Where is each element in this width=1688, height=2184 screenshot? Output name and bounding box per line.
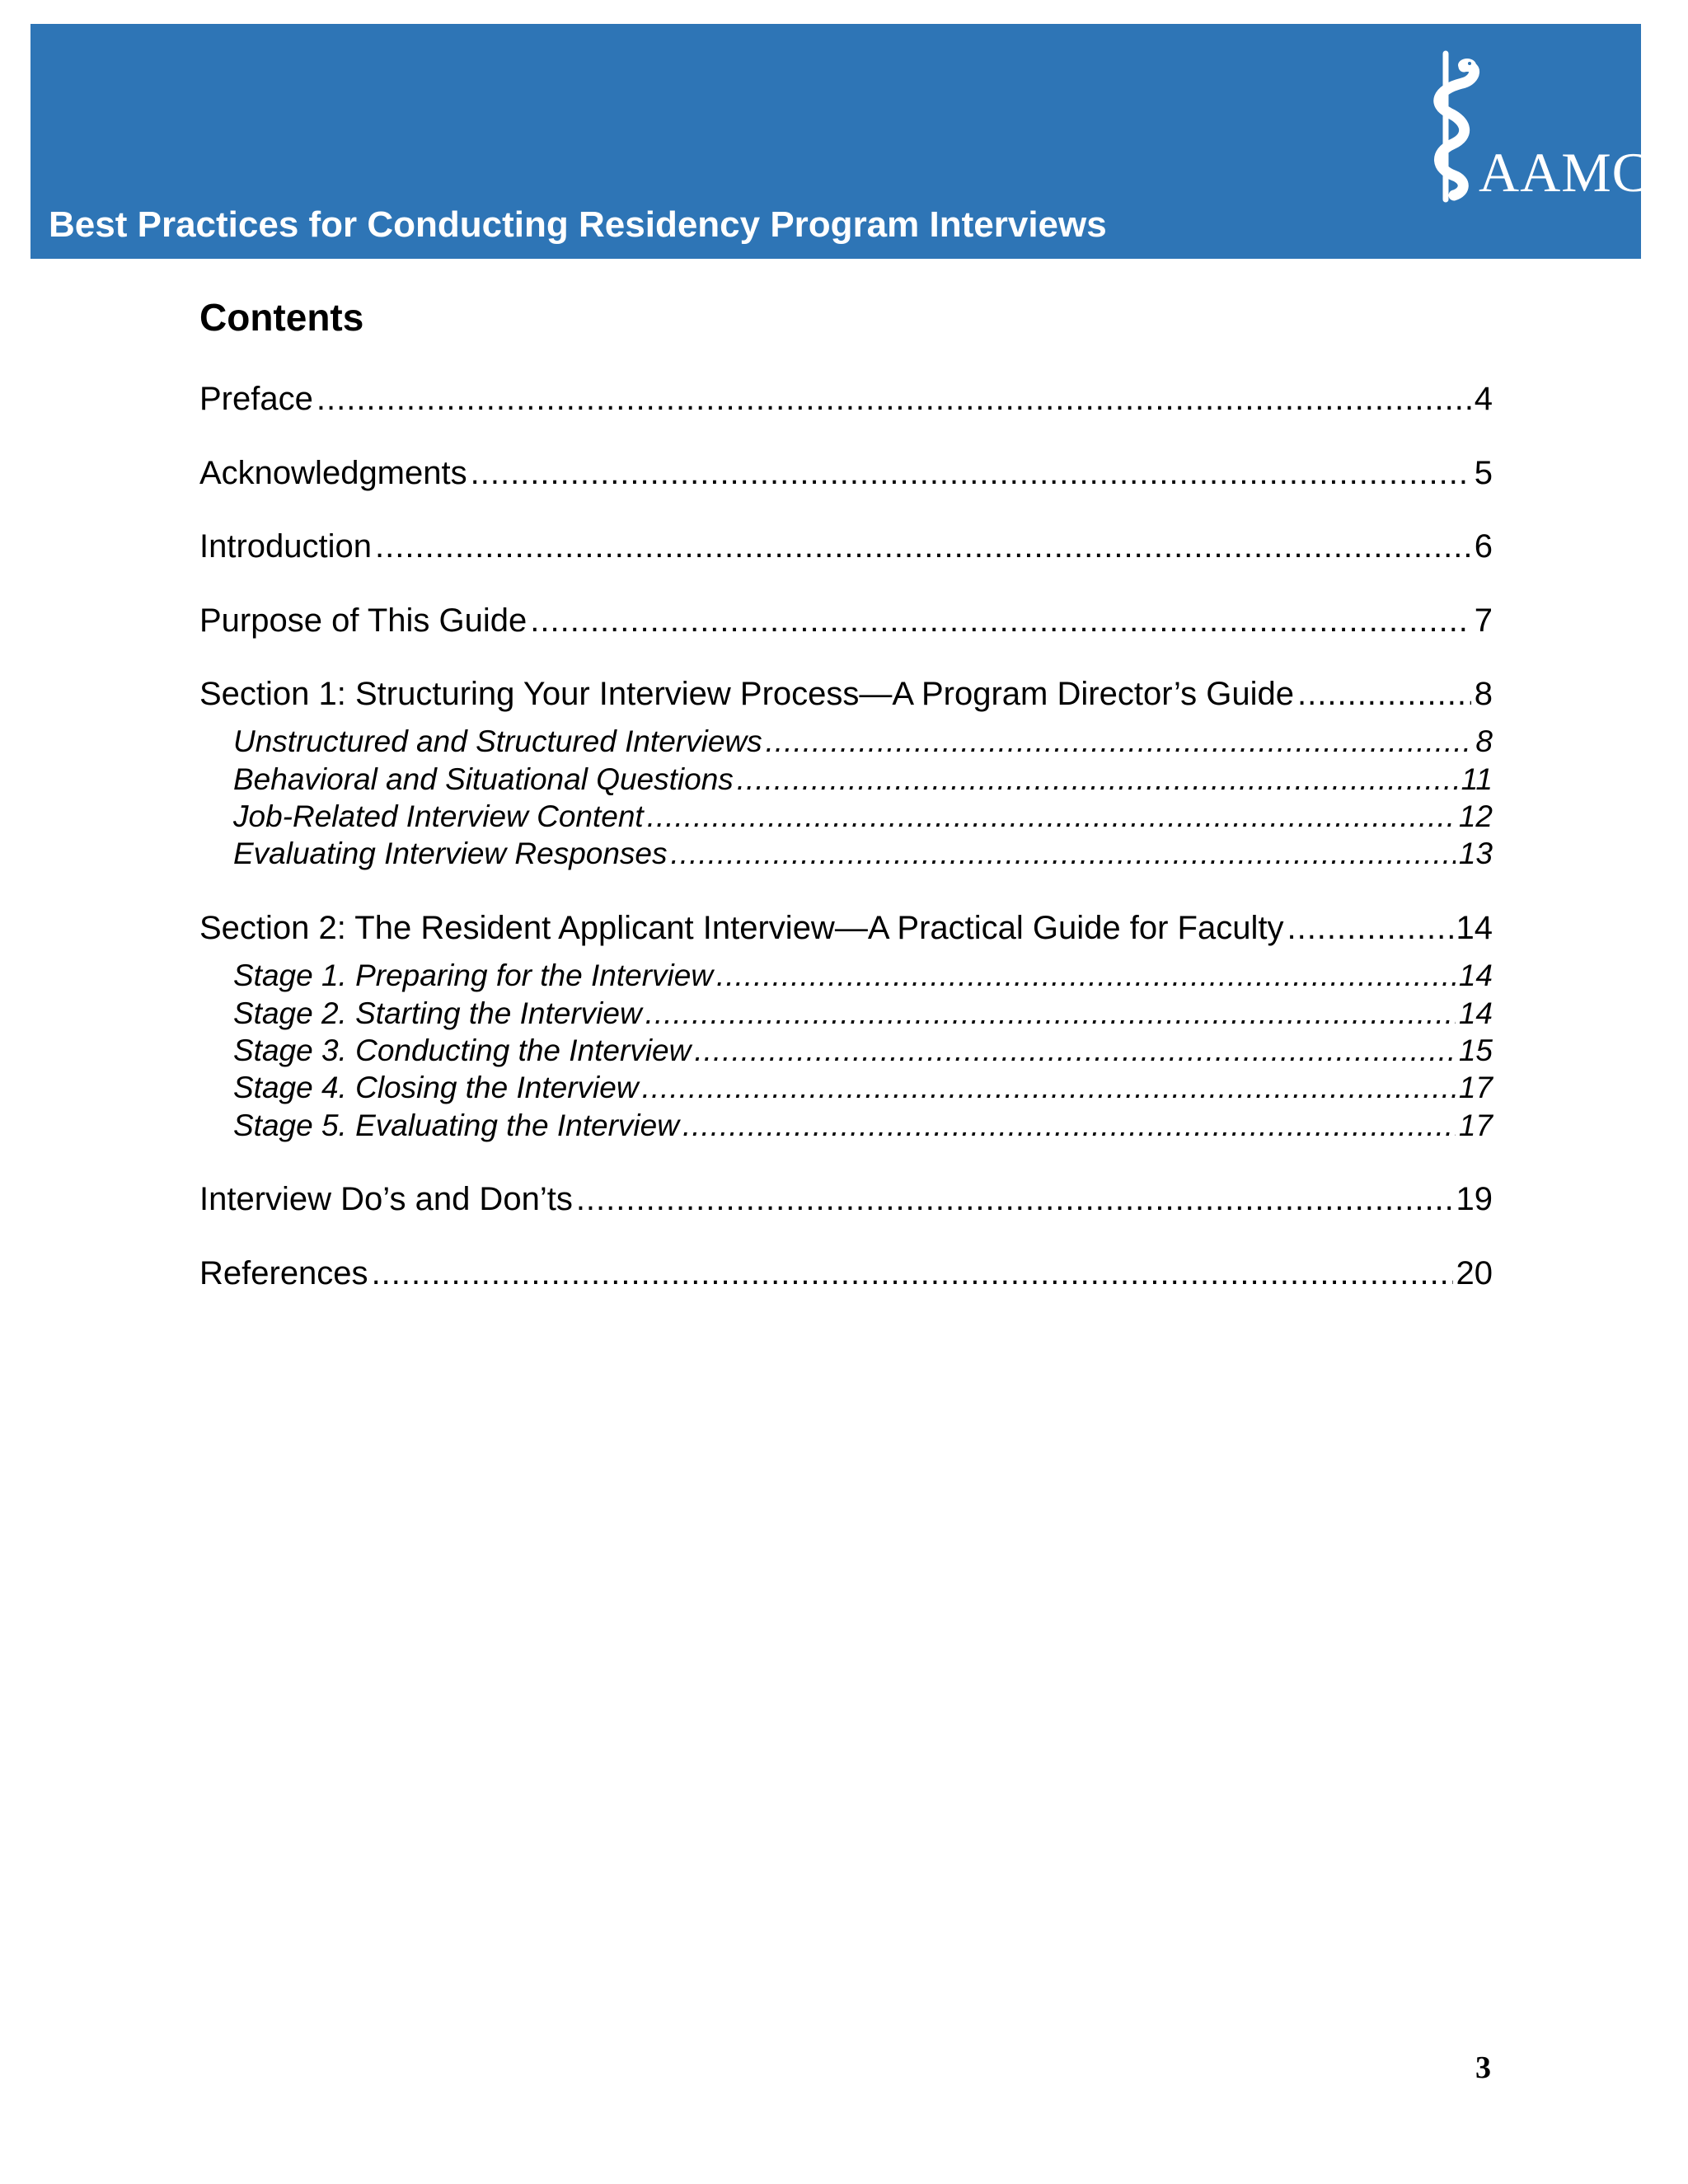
- toc-entry-page: 5: [1474, 455, 1493, 491]
- toc-entry-label: Section 2: The Resident Applicant Interview—A Practical Guide for Faculty: [199, 910, 1284, 946]
- toc-entry-page: 17: [1458, 1071, 1493, 1104]
- toc-dot-leader: [576, 1181, 1453, 1217]
- toc-entry-page: 7: [1474, 602, 1493, 639]
- toc-entry-label: Stage 5. Evaluating the Interview: [233, 1108, 679, 1142]
- toc-dot-leader: [372, 1255, 1453, 1291]
- toc-dot-leader: [471, 455, 1471, 491]
- toc-entry-preface[interactable]: [199, 381, 1493, 417]
- toc-entry-label: Job-Related Interview Content: [233, 799, 644, 833]
- toc-entry-label: Behavioral and Situational Questions: [233, 762, 734, 796]
- toc-entry-section-2[interactable]: [199, 910, 1493, 946]
- toc-subentry-stage-4[interactable]: [233, 1071, 1493, 1105]
- toc-entry-references[interactable]: [199, 1255, 1493, 1291]
- toc-entry-label: Stage 3. Conducting the Interview: [233, 1033, 692, 1067]
- toc-entry-page: 11: [1461, 762, 1493, 796]
- toc-entry-page: 8: [1475, 724, 1493, 758]
- toc-entry-dos-donts[interactable]: [199, 1181, 1493, 1217]
- toc-subentry-unstructured-structured[interactable]: [233, 725, 1493, 759]
- toc-dot-leader: [737, 763, 1458, 797]
- toc-entry-page: 14: [1458, 996, 1493, 1030]
- toc-entry-page: 14: [1458, 958, 1493, 992]
- toc-subentry-stage-5[interactable]: [233, 1109, 1493, 1143]
- toc-subentry-evaluating-responses[interactable]: [233, 837, 1493, 871]
- toc-subentry-job-related[interactable]: [233, 800, 1493, 834]
- toc-entry-label: Purpose of This Guide: [199, 602, 528, 639]
- toc-entry-label: Stage 2. Starting the Interview: [233, 996, 642, 1030]
- toc-dot-leader: [1297, 676, 1471, 712]
- toc-entry-page: 13: [1458, 837, 1493, 870]
- toc-entry-page: 20: [1456, 1255, 1493, 1291]
- toc-dot-leader: [1287, 910, 1452, 946]
- toc-dot-leader: [694, 1034, 1456, 1068]
- toc-entry-acknowledgments[interactable]: [199, 455, 1493, 491]
- toc-entry-label: Preface: [199, 381, 313, 417]
- toc-entry-label: Acknowledgments: [199, 455, 467, 491]
- toc-subentry-stage-2[interactable]: [233, 997, 1493, 1031]
- toc-dot-leader: [647, 800, 1456, 834]
- toc-entry-section-1[interactable]: [199, 676, 1493, 712]
- toc-entry-page: 14: [1456, 910, 1493, 946]
- page-number: 3: [1475, 2050, 1491, 2085]
- toc-entry-page: 4: [1474, 381, 1493, 417]
- toc-entry-label: Stage 4. Closing the Interview: [233, 1071, 639, 1104]
- toc-entry-page: 19: [1456, 1181, 1493, 1217]
- toc-entry-page: 17: [1458, 1108, 1493, 1142]
- toc-subentry-stage-3[interactable]: [233, 1034, 1493, 1068]
- toc-dot-leader: [375, 528, 1471, 565]
- contents-heading: Contents: [199, 296, 364, 339]
- toc-dot-leader: [530, 602, 1470, 639]
- toc-subentry-behavioral-situational[interactable]: [233, 763, 1493, 797]
- toc-entry-introduction[interactable]: [199, 528, 1493, 565]
- toc-entry-purpose[interactable]: [199, 602, 1493, 639]
- toc-dot-leader: [766, 725, 1473, 759]
- toc-subentry-stage-1[interactable]: [233, 959, 1493, 993]
- header-banner: [30, 24, 1651, 259]
- toc-dot-leader: [671, 837, 1456, 871]
- toc-entry-page: 8: [1474, 676, 1493, 712]
- toc-entry-label: Evaluating Interview Responses: [233, 837, 668, 870]
- toc-entry-label: Section 1: Structuring Your Interview Process—A Program Director’s Guide: [199, 676, 1295, 712]
- toc-dot-leader: [645, 997, 1456, 1031]
- toc-entry-page: 6: [1474, 528, 1493, 565]
- toc-dot-leader: [716, 959, 1456, 993]
- aamc-logo-text: AAMC: [1479, 141, 1651, 204]
- toc-entry-label: Introduction: [199, 528, 373, 565]
- toc-dot-leader: [682, 1109, 1456, 1143]
- aamc-logo: [1404, 47, 1651, 204]
- toc-entry-label: Stage 1. Preparing for the Interview: [233, 958, 714, 992]
- toc-dot-leader: [316, 381, 1471, 417]
- toc-entry-page: 15: [1458, 1033, 1493, 1067]
- toc-entry-page: 12: [1458, 799, 1493, 833]
- toc-entry-label: References: [199, 1255, 368, 1291]
- document-title: Best Practices for Conducting Residency Program Interviews: [49, 204, 1107, 245]
- toc-entry-label: Unstructured and Structured Interviews: [233, 724, 762, 758]
- toc-entry-label: Interview Do’s and Don’ts: [199, 1181, 573, 1217]
- toc-dot-leader: [642, 1071, 1456, 1105]
